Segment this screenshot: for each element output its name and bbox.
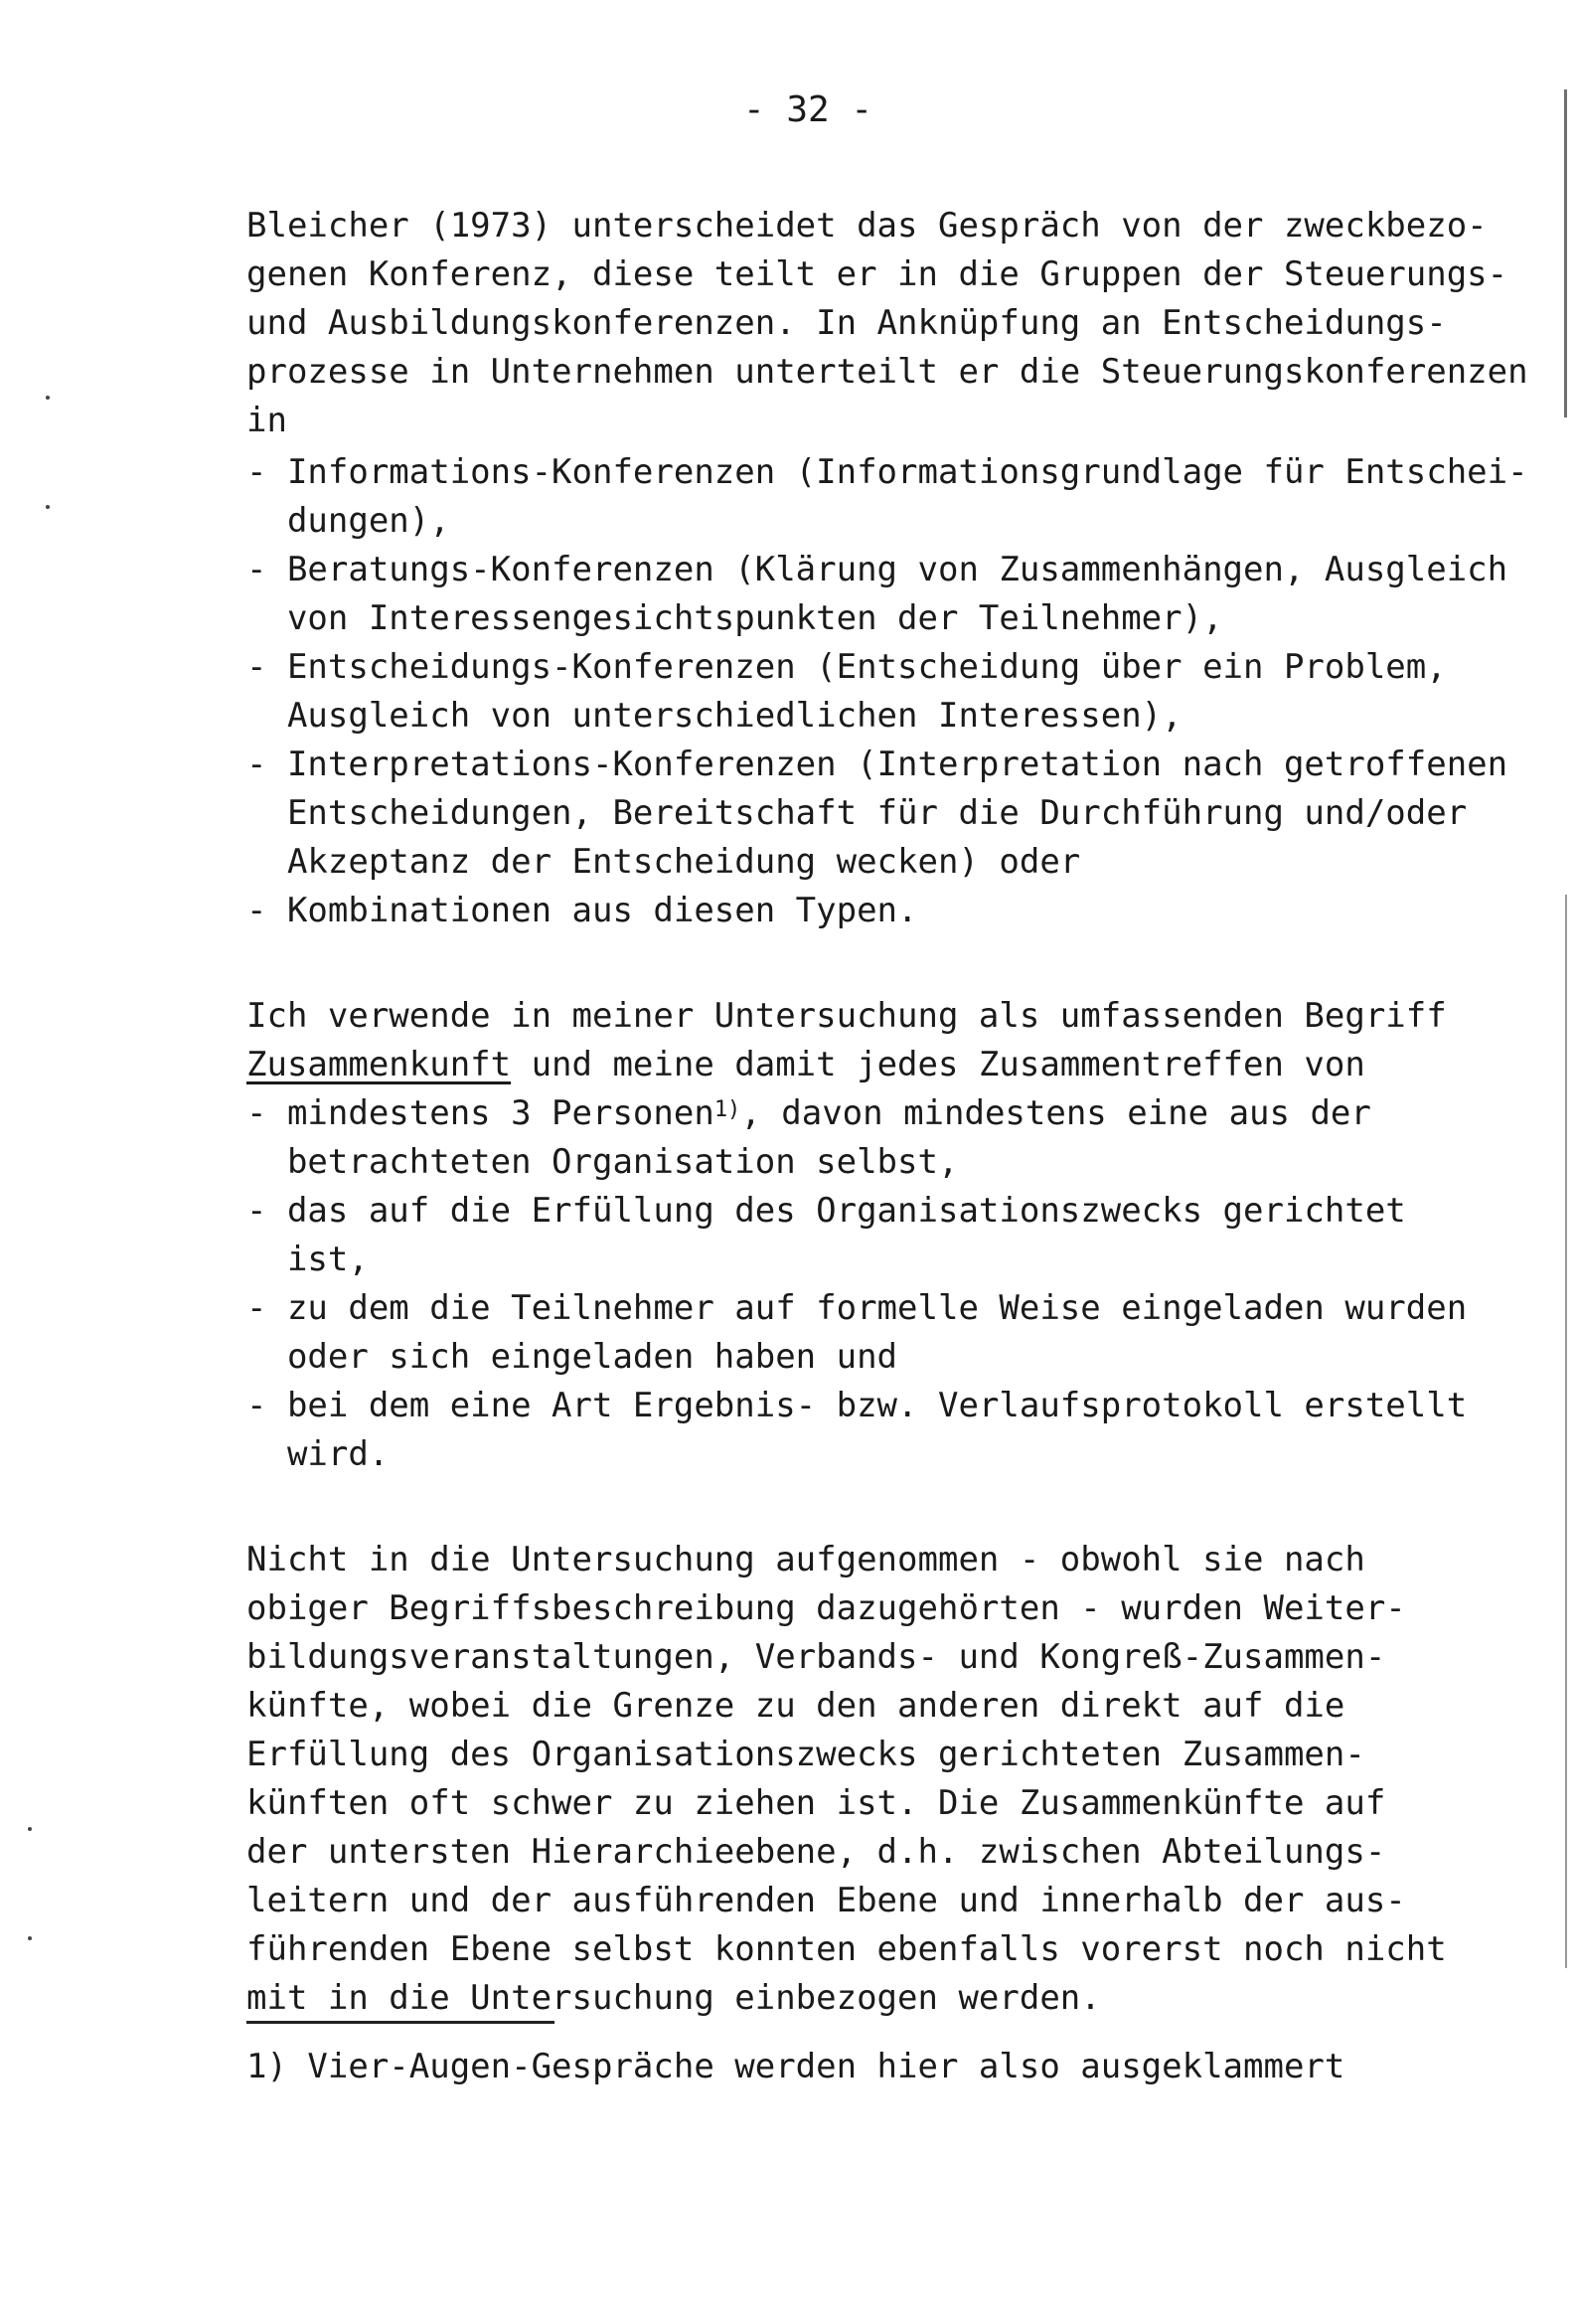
scan-speck	[46, 396, 50, 400]
page-number: - 32 -	[743, 89, 873, 130]
list-item: - bei dem eine Art Ergebnis- bzw. Verlaufsprotokoll erstellt	[246, 1386, 1468, 1425]
list-item: ist,	[246, 1240, 369, 1279]
text-line: obiger Begriffsbeschreibung dazugehörten - wurden Weiter-	[246, 1588, 1406, 1628]
scan-speck	[28, 1827, 32, 1831]
text-line: prozesse in Unternehmen unterteilt er die Steuerungskonferenzen	[246, 352, 1528, 392]
footnote-reference: 1)	[713, 1097, 741, 1122]
list-item: oder sich eingeladen haben und	[246, 1337, 898, 1377]
list-item: - zu dem die Teilnehmer auf formelle Weise eingeladen wurden	[246, 1288, 1468, 1328]
list-item: Entscheidungen, Bereitschaft für die Durchführung und/oder	[246, 793, 1468, 833]
text-line: Erfüllung des Organisationszwecks gerichteten Zusammen-	[246, 1735, 1365, 1774]
list-item	[246, 1089, 1371, 1142]
list-item: von Interessengesichtspunkten der Teilnehmer),	[246, 598, 1223, 638]
list-item: - Kombinationen aus diesen Typen.	[246, 891, 918, 930]
text-line: künften oft schwer zu ziehen ist. Die Zusammenkünfte auf	[246, 1783, 1386, 1823]
text-line	[246, 1041, 1365, 1089]
list-item: - das auf die Erfüllung des Organisationszwecks gerichtet	[246, 1191, 1406, 1231]
list-item: betrachteten Organisation selbst,	[246, 1142, 959, 1182]
text-line: und Ausbildungskonferenzen. In Anknüpfung an Entscheidungs-	[246, 303, 1447, 343]
text-span: und meine damit jedes Zusammentreffen von	[511, 1045, 1365, 1084]
footnote-divider	[246, 2021, 554, 2024]
scan-speck	[46, 505, 50, 509]
text-line: leitern und der ausführenden Ebene und innerhalb der aus-	[246, 1881, 1406, 1920]
text-line: bildungsveranstaltungen, Verbands- und Kongreß-Zusammen-	[246, 1637, 1386, 1677]
text-span: , davon mindestens eine aus der	[740, 1093, 1371, 1133]
list-item: - Beratungs-Konferenzen (Klärung von Zusammenhängen, Ausgleich	[246, 550, 1508, 589]
text-line: mit in die Untersuchung einbezogen werden.	[246, 1978, 1101, 2018]
footnote-text: 1) Vier-Augen-Gespräche werden hier also ausgeklammert	[246, 2047, 1345, 2086]
text-line: Bleicher (1973) unterscheidet das Gespräch von der zweckbezo-	[246, 206, 1488, 246]
list-item: - Entscheidungs-Konferenzen (Entscheidung über ein Problem,	[246, 647, 1447, 687]
text-line: künfte, wobei die Grenze zu den anderen direkt auf die	[246, 1686, 1345, 1726]
scan-speck	[28, 1936, 32, 1940]
text-span: - mindestens 3 Personen	[246, 1093, 714, 1133]
scan-edge-middle	[1565, 895, 1567, 1968]
scan-edge-top	[1564, 89, 1567, 417]
list-item: wird.	[246, 1434, 390, 1474]
list-item: - Interpretations-Konferenzen (Interpretation nach getroffenen	[246, 745, 1508, 784]
text-line: der untersten Hierarchieebene, d.h. zwischen Abteilungs-	[246, 1832, 1386, 1872]
list-item: Akzeptanz der Entscheidung wecken) oder	[246, 842, 1081, 882]
text-line: führenden Ebene selbst konnten ebenfalls vorerst noch nicht	[246, 1929, 1447, 1969]
text-line: Nicht in die Untersuchung aufgenommen - obwohl sie nach	[246, 1540, 1365, 1579]
list-item: dungen),	[246, 501, 450, 541]
text-line: Ich verwende in meiner Untersuchung als umfassenden Begriff	[246, 996, 1447, 1036]
list-item: - Informations-Konferenzen (Informationsgrundlage für Entschei-	[246, 452, 1528, 492]
defined-term: Zusammenkunft	[246, 1045, 512, 1084]
text-line: genen Konferenz, diese teilt er in die Gruppen der Steuerungs-	[246, 254, 1508, 294]
list-item: Ausgleich von unterschiedlichen Interessen),	[246, 696, 1183, 736]
text-line: in	[246, 401, 287, 440]
